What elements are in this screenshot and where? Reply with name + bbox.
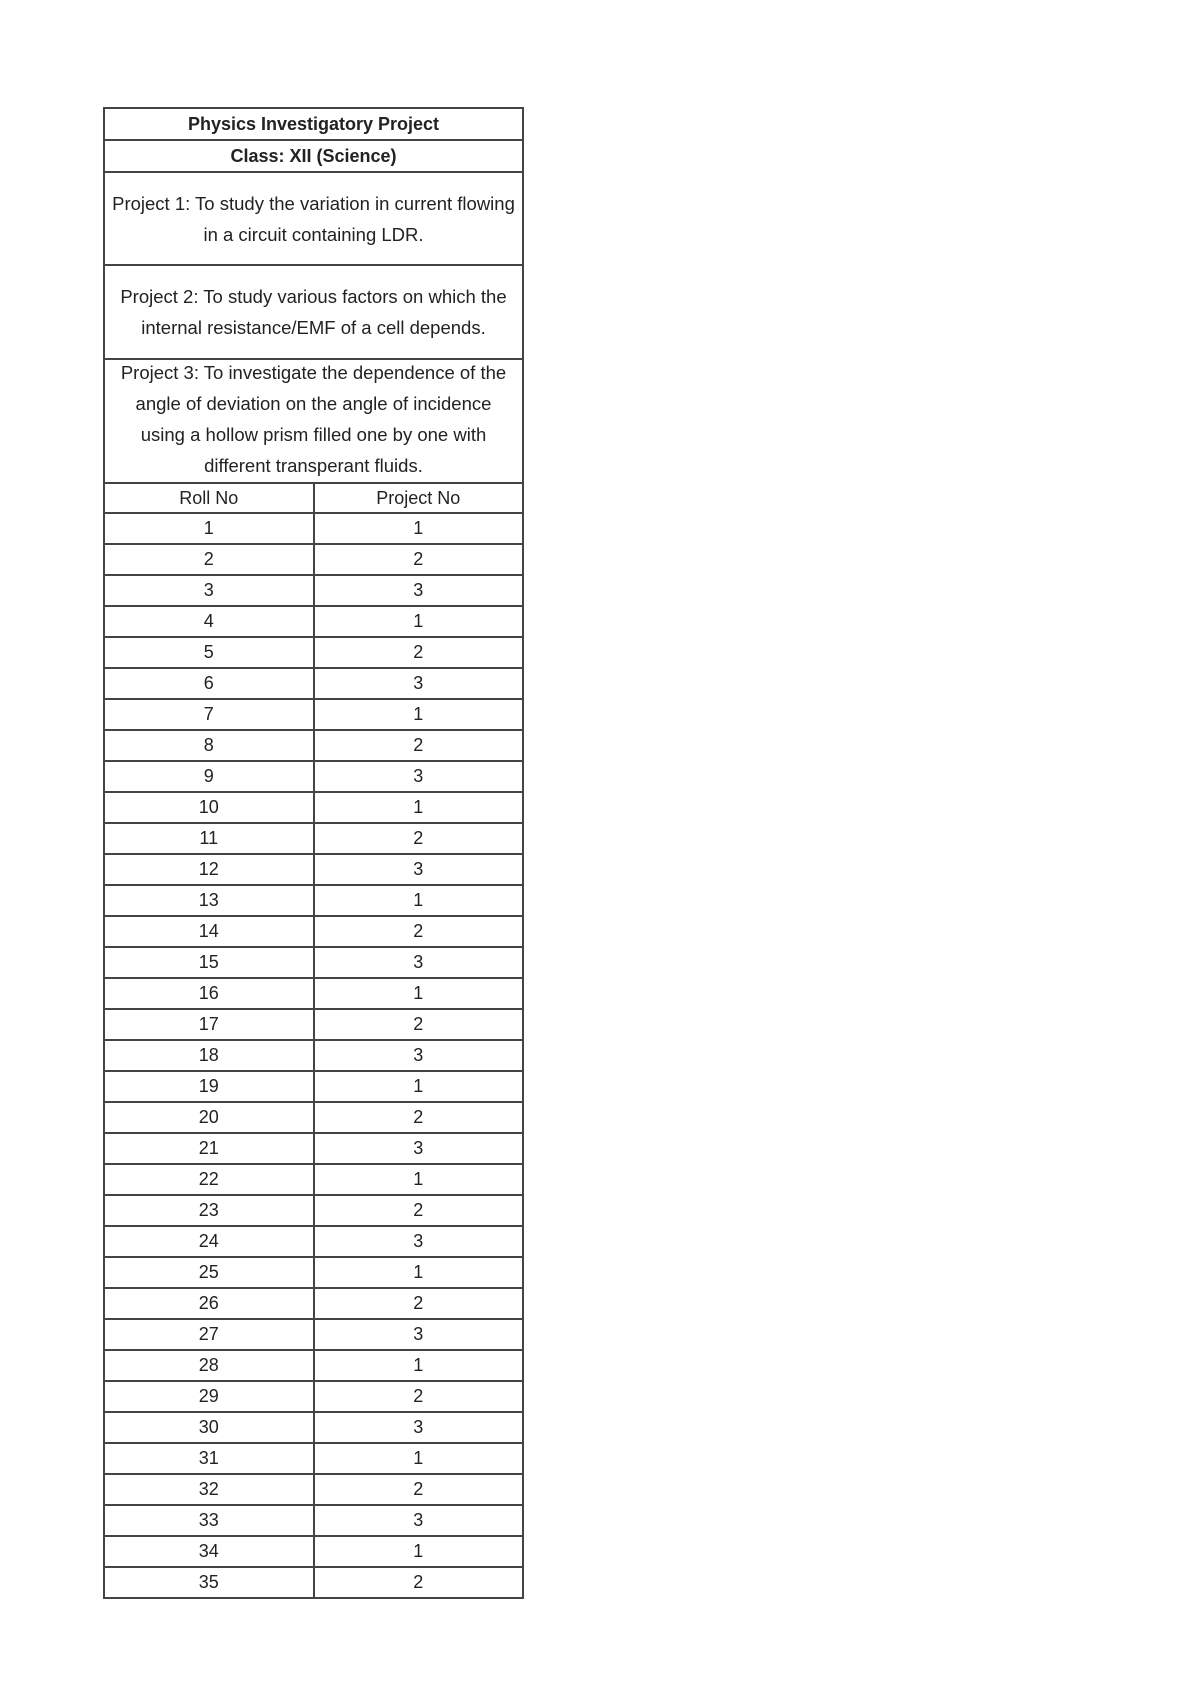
roll-no-cell: 29 [105,1382,315,1411]
roll-no-cell: 21 [105,1134,315,1163]
roll-no-cell: 33 [105,1506,315,1535]
project-no-cell: 3 [413,673,424,693]
table-row [105,1382,522,1413]
project-no-cell: 3 [413,580,424,600]
roll-no-cell: 13 [105,886,315,915]
roll-no-cell: 32 [105,1475,315,1504]
class-label: Class: XII (Science) [105,141,522,173]
table-row [105,1320,522,1351]
roll-no-cell: 20 [105,1103,315,1132]
table-row [105,1413,522,1444]
project-no-cell: 3 [413,952,424,972]
table-row [105,1289,522,1320]
roll-no-cell: 16 [105,979,315,1008]
project-no-cell: 1 [413,518,424,538]
roll-no-cell: 4 [105,607,315,636]
table-row [105,1475,522,1506]
roll-no-cell: 30 [105,1413,315,1442]
project-no-cell: 2 [413,1107,424,1127]
roll-no-cell: 10 [105,793,315,822]
roll-no-cell: 1 [105,514,315,543]
project-no-cell: 1 [413,704,424,724]
project-no-cell: 2 [413,1479,424,1499]
project-no-cell: 2 [413,1200,424,1220]
roll-no-cell: 6 [105,669,315,698]
roll-no-cell: 18 [105,1041,315,1070]
project-no-cell: 1 [413,797,424,817]
roll-no-cell: 27 [105,1320,315,1349]
project-no-cell: 2 [413,1572,424,1592]
project-no-cell: 1 [413,1448,424,1468]
roll-no-cell: 19 [105,1072,315,1101]
project-no-cell: 2 [413,549,424,569]
project-no-cell: 3 [413,1324,424,1344]
table-row [105,1010,522,1041]
table-row [105,1351,522,1382]
table-row [105,948,522,979]
table-row [105,1227,522,1258]
roll-no-cell: 31 [105,1444,315,1473]
table-row [105,1258,522,1289]
project-no-cell: 3 [413,1138,424,1158]
project-no-cell: 2 [413,735,424,755]
roll-no-cell: 11 [105,824,315,853]
project-no-cell: 1 [413,1355,424,1375]
table-row [105,731,522,762]
header-project-no: Project No [376,487,461,508]
roll-no-cell: 34 [105,1537,315,1566]
project-no-cell: 3 [413,1231,424,1251]
table-row [105,855,522,886]
table-row [105,1506,522,1537]
project-no-cell: 2 [413,828,424,848]
table-row [105,1165,522,1196]
table-row [105,638,522,669]
project-no-cell: 2 [413,1293,424,1313]
roll-no-cell: 23 [105,1196,315,1225]
project-no-cell: 3 [413,1417,424,1437]
table-header-row [105,484,522,514]
project-no-cell: 1 [413,1076,424,1096]
roll-no-cell: 25 [105,1258,315,1287]
project-no-cell: 2 [413,921,424,941]
project-3-description: Project 3: To investigate the dependence of the angle of deviation on the angle of incidence using a hollow prism filled one by one with different transperant fluids. [105,360,522,484]
project-no-cell: 2 [413,642,424,662]
roll-no-cell: 14 [105,917,315,946]
project-no-cell: 2 [413,1014,424,1034]
project-2-description: Project 2: To study various factors on which the internal resistance/EMF of a cell depends. [105,266,522,360]
table-row [105,607,522,638]
table-row [105,979,522,1010]
roll-no-cell: 24 [105,1227,315,1256]
roll-no-cell: 28 [105,1351,315,1380]
project-no-cell: 1 [413,1262,424,1282]
table-row [105,1134,522,1165]
page-title: Physics Investigatory Project [105,109,522,141]
project-no-cell: 3 [413,766,424,786]
roll-no-cell: 26 [105,1289,315,1318]
project-no-cell: 3 [413,1045,424,1065]
table-row [105,917,522,948]
roll-no-cell: 9 [105,762,315,791]
table-row [105,700,522,731]
roll-no-cell: 12 [105,855,315,884]
project-no-cell: 1 [413,1541,424,1561]
roll-no-cell: 8 [105,731,315,760]
project-no-cell: 1 [413,611,424,631]
table-row [105,1444,522,1475]
roll-no-cell: 2 [105,545,315,574]
table-row [105,1103,522,1134]
roll-no-cell: 3 [105,576,315,605]
table-row [105,886,522,917]
project-no-cell: 1 [413,1169,424,1189]
roll-no-cell: 22 [105,1165,315,1194]
table-row [105,1568,522,1597]
table-row [105,669,522,700]
project-1-description: Project 1: To study the variation in current flowing in a circuit containing LDR. [105,173,522,266]
table-row [105,545,522,576]
table-row [105,1072,522,1103]
table-row [105,762,522,793]
table-row [105,1196,522,1227]
table-row [105,576,522,607]
roll-no-cell: 15 [105,948,315,977]
project-no-cell: 2 [413,1386,424,1406]
table-row [105,514,522,545]
project-no-cell: 1 [413,890,424,910]
table-row [105,1041,522,1072]
roll-no-cell: 17 [105,1010,315,1039]
project-no-cell: 3 [413,1510,424,1530]
table-row [105,793,522,824]
table-row [105,1537,522,1568]
header-roll-no: Roll No [105,484,315,512]
project-no-cell: 1 [413,983,424,1003]
table-row [105,824,522,855]
roll-no-cell: 35 [105,1568,315,1597]
roll-no-cell: 5 [105,638,315,667]
roll-no-cell: 7 [105,700,315,729]
project-no-cell: 3 [413,859,424,879]
table-body [105,514,522,1597]
project-allocation-table [103,107,524,1599]
